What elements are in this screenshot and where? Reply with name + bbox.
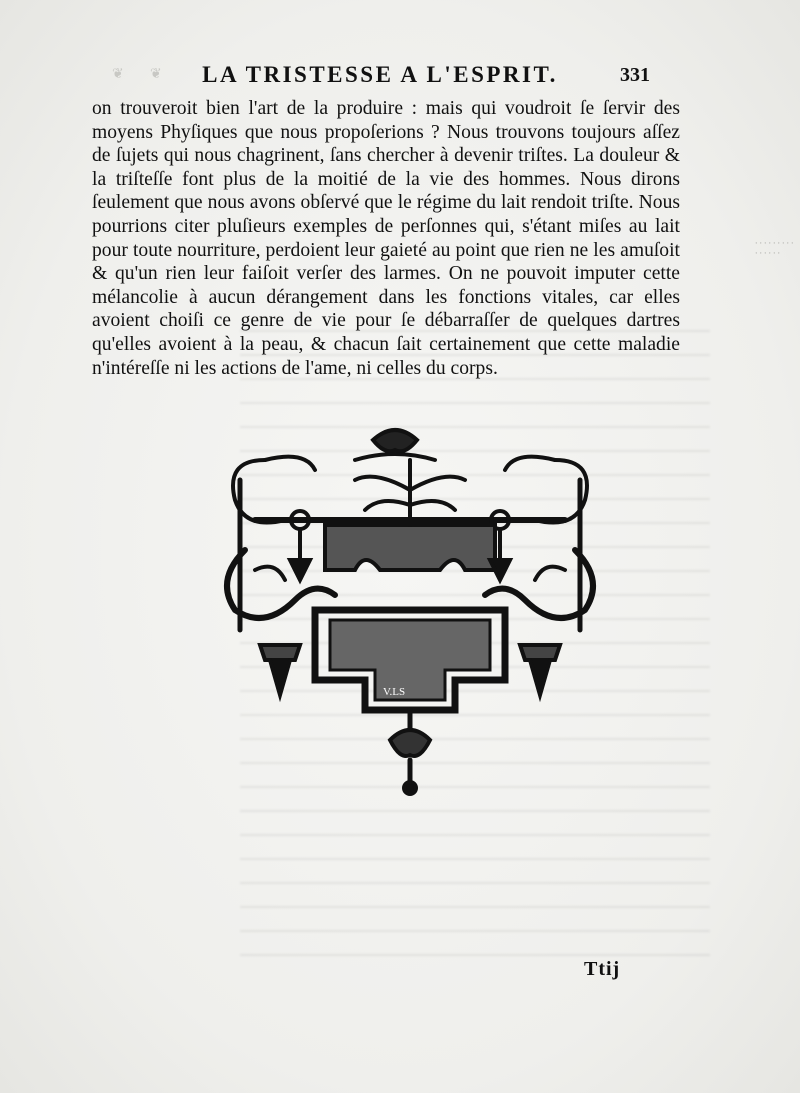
fleuron-icon: ❦ <box>112 67 124 82</box>
paragraph: on trouveroit bien l'art de la produire : mais qui voudroit ſe ſervir des moyens Phyſiques que nous propoſerions ? Nous trouvons toujours aſſez de ſujets qui nous chagrinent, ſans chercher à devenir triſtes. La douleur & la triſteſſe font plus de la moitié de la vie des hommes. Nous dirons ſeulement que nous avons obſervé que le régime du lait rendoit triſte. Nous pourrions citer pluſieurs exemples de perſonnes qui, s'étant miſes au lait pour toute nourriture, perdoient leur gaieté au point que rien ne les amuſoit & qu'un rien leur faiſoit verſer des larmes. On ne pouvoit imputer cette mélancolie à aucun dérangement dans les fonctions vitales, car elles avoient choiſi ce genre de vie pour ſe débarraſſer de quelques dartres qu'elles avoient à la peau, & chacun ſait certainement que cette maladie n'intéreſſe ni les actions de l'ame, ni celles du corps. <box>92 98 680 379</box>
body-text <box>92 97 680 380</box>
faint-margin-note: · · · · · · · · · · · · · · · <box>755 238 794 258</box>
running-title: LA TRISTESSE A L'ESPRIT. <box>202 62 558 87</box>
running-head <box>0 62 800 92</box>
fleuron-icon: ❦ <box>150 67 162 82</box>
engraved-ornament <box>205 420 615 800</box>
engraver-mark: V.LS <box>383 686 406 698</box>
page-number: 331 <box>620 64 650 86</box>
signature-mark: Ttij <box>584 958 621 980</box>
